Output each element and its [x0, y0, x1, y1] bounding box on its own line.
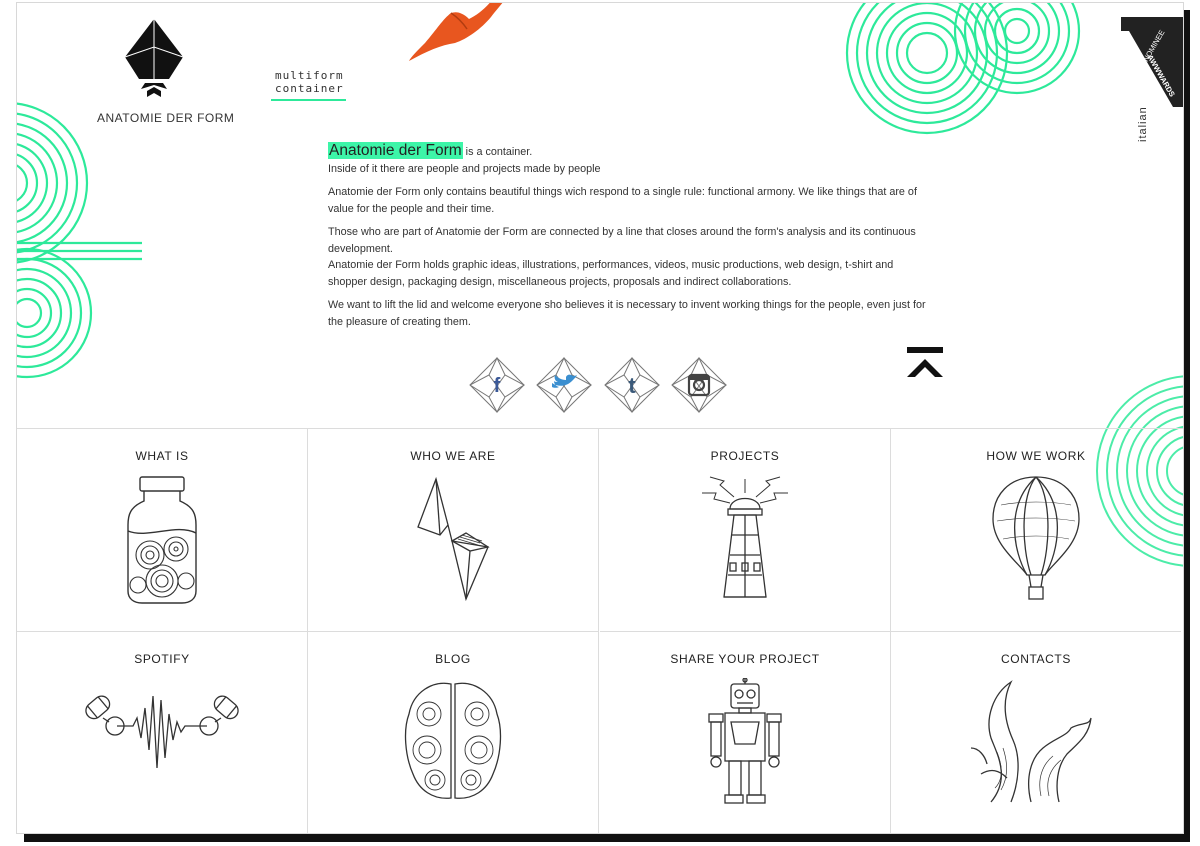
- menu-item-who-we-are[interactable]: [308, 429, 599, 632]
- brand-name: ANATOMIE DER FORM: [97, 111, 235, 125]
- tumblr-link[interactable]: [604, 357, 660, 413]
- menu-item-label: HOW WE WORK: [986, 449, 1086, 463]
- menu-item-spotify[interactable]: [17, 632, 308, 834]
- menu-item-label: SPOTIFY: [134, 652, 190, 666]
- svg-text:AWWWARDS: AWWWARDS: [1145, 53, 1177, 99]
- robot-icon: [705, 678, 785, 808]
- facebook-icon: [469, 357, 525, 413]
- intro-paragraph-3a: Those who are part of Anatomie der Form are connected by a line that closes around the form's analysis and its continuous development.: [328, 226, 916, 255]
- menu-item-blog[interactable]: [308, 632, 599, 834]
- menu-item-label: PROJECTS: [710, 449, 780, 463]
- instagram-link[interactable]: [671, 357, 727, 413]
- menu-item-label: SHARE YOUR PROJECT: [670, 652, 820, 666]
- logo-gem-icon: [123, 17, 185, 99]
- intro-paragraph-2: Anatomie der Form only contains beautiful things wich respond to a single rule: functional armony. We like things that are of value for the people and their time.: [328, 186, 917, 215]
- menu-item-label: WHAT IS: [135, 449, 189, 463]
- menu-item-contacts[interactable]: [891, 632, 1181, 834]
- instagram-icon: [671, 357, 727, 413]
- svg-text:f: f: [493, 375, 501, 397]
- menu-item-share-your-project[interactable]: [600, 632, 891, 834]
- split-crystal-icon: [408, 475, 498, 605]
- intro-paragraph-4: We want to lift the lid and welcome everyone sho believes it is necessary to invent working things for the people, even just for the pleasure of creating them.: [328, 299, 926, 328]
- tentacles-icon: [971, 678, 1101, 808]
- svg-text:NOMINEE: NOMINEE: [1141, 28, 1167, 64]
- twitter-link[interactable]: [536, 357, 592, 413]
- intro-line1: is a container.: [462, 146, 533, 158]
- brand-tagline: multiform container: [271, 69, 346, 101]
- language-link-italian[interactable]: italian: [1137, 106, 1149, 142]
- scroll-top-arrow-icon[interactable]: [905, 345, 945, 379]
- menu-item-label: CONTACTS: [1001, 652, 1071, 666]
- jar-icon: [122, 475, 202, 605]
- brand-highlight: Anatomie der Form: [329, 142, 462, 159]
- intro-line2: Inside of it there are people and projects made by people: [328, 162, 601, 175]
- menu-item-how-we-work[interactable]: [891, 429, 1181, 632]
- menu-item-what-is[interactable]: [17, 429, 308, 632]
- page: [16, 2, 1184, 834]
- twitter-bird-icon: [536, 357, 592, 413]
- hot-air-balloon-icon: [991, 475, 1081, 605]
- menu-grid: [17, 428, 1183, 834]
- menu-item-label: BLOG: [435, 652, 471, 666]
- intro-text: [328, 143, 928, 337]
- facebook-link[interactable]: [469, 357, 525, 413]
- svg-text:t: t: [628, 373, 636, 398]
- tumblr-icon: [604, 357, 660, 413]
- headphones-waveform-icon: [77, 678, 247, 788]
- awwwards-nominee-badge[interactable]: [1121, 17, 1183, 107]
- brain-icon: [403, 678, 503, 808]
- intro-paragraph-3b: Anatomie der Form holds graphic ideas, illustrations, performances, videos, music productions, web design, t-shirt and shopper design, packaging design, miscellaneous projects, proposals and indirect collaborations.: [328, 259, 894, 288]
- menu-item-label: WHO WE ARE: [410, 449, 496, 463]
- menu-item-projects[interactable]: [600, 429, 891, 632]
- pointing-hand-image: [407, 2, 507, 69]
- tesla-tower-icon: [700, 475, 790, 605]
- decorative-rings-top: [832, 2, 1122, 153]
